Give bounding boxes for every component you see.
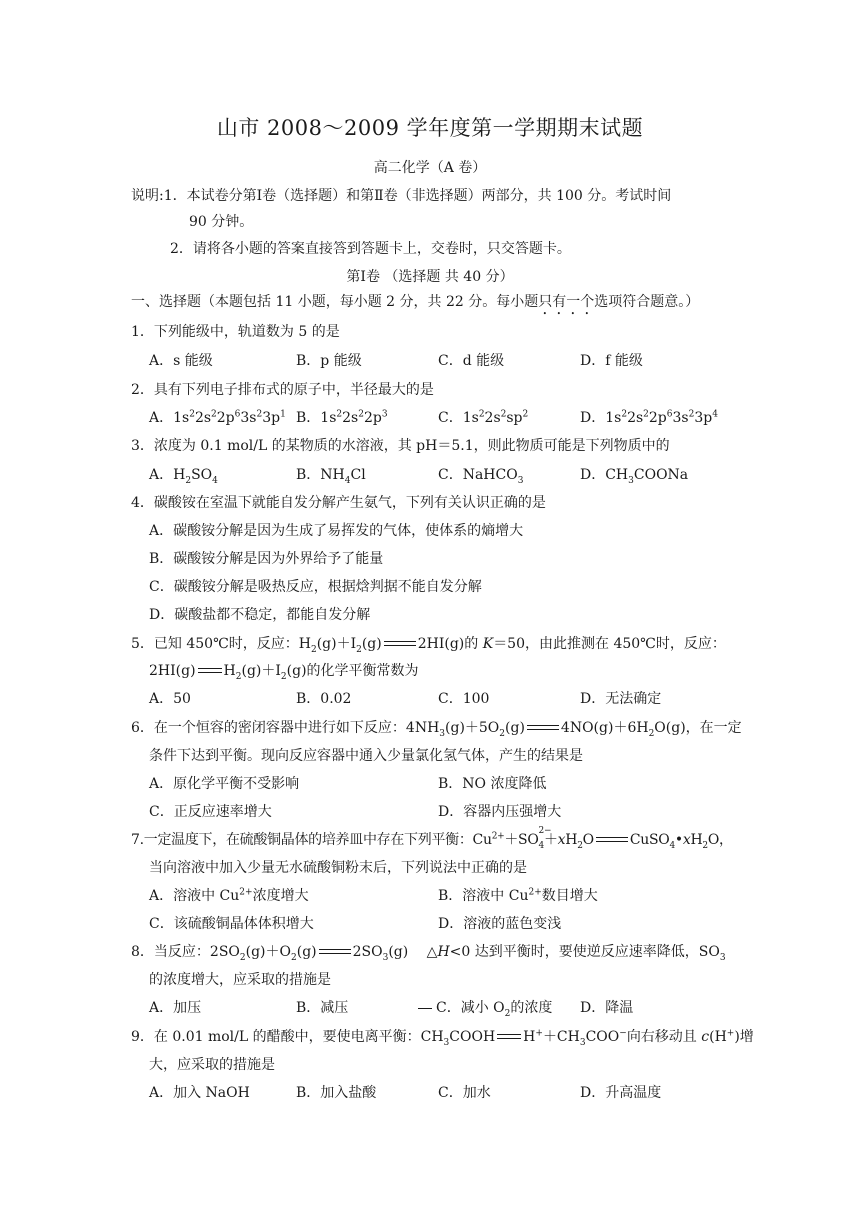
- section-intro: 一、选择题（本题包括 11 小题，每小题 2 分，共 22 分。每小题只有一个选项符合题意。）: [131, 294, 700, 310]
- q8-option-a: A．加压: [149, 1000, 202, 1016]
- q3-option-a: A．$H_2SO_4$: [149, 467, 218, 486]
- q2-option-d: D．$1s^22s^22p^63s^23p^4$: [580, 409, 718, 426]
- q1-option-a: A．s 能级: [149, 353, 213, 369]
- question-9-stem: 9．在 0.01 mol/L 的醋酸中，要使电离平衡：$CH_3COOH$ $H^++CH_3COO^-$向右移动且 c(H+)增: [131, 1028, 754, 1048]
- q1-option-d: D．f 能级: [580, 353, 643, 369]
- question-5-stem: 5．已知 450℃时，反应：$H_2(g)+I_2(g)$ 2HI(g)的 K＝50，由此推测在 450℃时，反应：: [131, 636, 726, 655]
- q9-option-c: C．加水: [438, 1085, 491, 1101]
- question-3-stem: 3．浓度为 0.1 mol/L 的某物质的水溶液，其 pH＝5.1，则此物质可能是下列物质中的: [131, 438, 670, 454]
- q3-option-c: C．NaHCO$_3$: [438, 467, 524, 486]
- instruction-2: 2．请将各小题的答案直接答到答题卡上，交卷时，只交答题卡。: [170, 241, 571, 257]
- question-4-stem: 4．碳酸铵在室温下就能自发分解产生氨气，下列有关认识正确的是: [131, 495, 546, 511]
- q9-option-a: A．加入 NaOH: [149, 1085, 250, 1101]
- q9-option-d: D．升高温度: [580, 1085, 662, 1101]
- instruction-1: 说明:1．本试卷分第Ⅰ卷（选择题）和第Ⅱ卷（非选择题）两部分，共 100 分。考试时间: [131, 188, 672, 204]
- equilibrium-arrow-icon: [196, 666, 224, 676]
- question-1-stem: 1．下列能级中，轨道数为 5 的是: [131, 324, 340, 340]
- q4-option-c: C．碳酸铵分解是吸热反应，根据焓判据不能自发分解: [149, 579, 482, 595]
- q4-option-b: B．碳酸铵分解是因为外界给予了能量: [149, 551, 384, 567]
- q2-option-a: A．$1s^22s^22p^63s^23p^1$: [149, 409, 286, 426]
- page-subtitle: 高二化学（A 卷）: [373, 160, 487, 176]
- q7-option-b: B．溶液中 $Cu^{2+}$数目增大: [438, 887, 598, 904]
- question-8-stem: 8．当反应：$2SO_2(g)+O_2(g)$ $2SO_3(g)$ △H<0 达到平衡时，要使逆反应速率降低，$SO_3$: [131, 944, 726, 963]
- equilibrium-arrow-icon: [525, 723, 561, 733]
- question-6-stem-cont: 条件下达到平衡。现向反应容器中通入少量氯化氢气体，产生的结果是: [149, 748, 583, 764]
- q3-option-d: D．$CH_3COONa$: [580, 467, 689, 486]
- page-title: 山市 2008～2009 学年度第一学期期末试题: [216, 116, 644, 140]
- q7-option-c: C．该硫酸铜晶体体积增大: [149, 916, 314, 932]
- question-7-stem-cont: 当向溶液中加入少量无水硫酸铜粉末后，下列说法中正确的是: [149, 860, 527, 876]
- equilibrium-arrow-icon: [382, 639, 418, 649]
- q5-option-b: B．0.02: [296, 691, 352, 707]
- question-8-stem-cont: 的浓度增大，应采取的措施是: [149, 972, 331, 988]
- q3-option-b: B．$NH_4Cl$: [296, 467, 366, 486]
- question-9-stem-cont: 大，应采取的措施是: [149, 1057, 275, 1073]
- equilibrium-arrow-icon: [594, 835, 630, 845]
- q4-option-d: D．碳酸盐都不稳定，都能自发分解: [149, 607, 371, 623]
- q8-option-d: D．降温: [580, 1000, 634, 1016]
- question-7-stem: 7.一定温度下，在硫酸铜晶体的培养皿中存在下列平衡：$Cu^{2+}+SO$ $_{2- 4}+xH_2O$ $CuSO_4•xH_2O$，: [131, 825, 733, 851]
- q7-option-d: D．溶液的蓝色变浅: [438, 916, 562, 932]
- question-6-stem: 6．在一个恒容的密闭容器中进行如下反应：$4NH_3(g)+5O_2(g)$ $4NO(g)+6H_2O(g)$，在一定: [131, 720, 742, 739]
- q7-option-a: A．溶液中 $Cu^{2+}$浓度增大: [149, 887, 309, 904]
- question-2-stem: 2．具有下列电子排布式的原子中，半径最大的是: [131, 382, 434, 398]
- q8-option-c: C．减小 $O_2$的浓度: [418, 999, 552, 1017]
- q6-option-a: A．原化学平衡不受影响: [149, 776, 300, 792]
- equilibrium-arrow-icon: [317, 947, 353, 957]
- q6-option-b: B．NO 浓度降低: [438, 776, 547, 792]
- dash-mark: [418, 1008, 432, 1009]
- instruction-1-cont: 90 分钟。: [189, 214, 254, 230]
- section-heading: 第Ⅰ卷 （选择题 共 40 分）: [346, 269, 514, 285]
- q2-option-c: C．$1s^22s^2sp^2$: [438, 409, 529, 426]
- q2-option-b: B．$1s^22s^22p^3$: [296, 409, 388, 426]
- emphasis-text: 只有一个: [538, 294, 595, 310]
- equilibrium-arrow-icon: [495, 1032, 523, 1042]
- q8-option-b: B．减压: [296, 1000, 349, 1016]
- q5-option-a: A．50: [149, 691, 191, 707]
- q1-option-b: B．p 能级: [296, 353, 362, 369]
- question-5-stem-cont: 2HI(g) $H_2(g)+I_2(g)$的化学平衡常数为: [149, 663, 419, 682]
- q5-option-c: C．100: [438, 691, 490, 707]
- q4-option-a: A．碳酸铵分解是因为生成了易挥发的气体，使体系的熵增大: [149, 523, 524, 539]
- q1-option-c: C．d 能级: [438, 353, 505, 369]
- q6-option-d: D．容器内压强增大: [438, 804, 562, 820]
- q6-option-c: C．正反应速率增大: [149, 804, 272, 820]
- q9-option-b: B．加入盐酸: [296, 1085, 377, 1101]
- q5-option-d: D．无法确定: [580, 691, 662, 707]
